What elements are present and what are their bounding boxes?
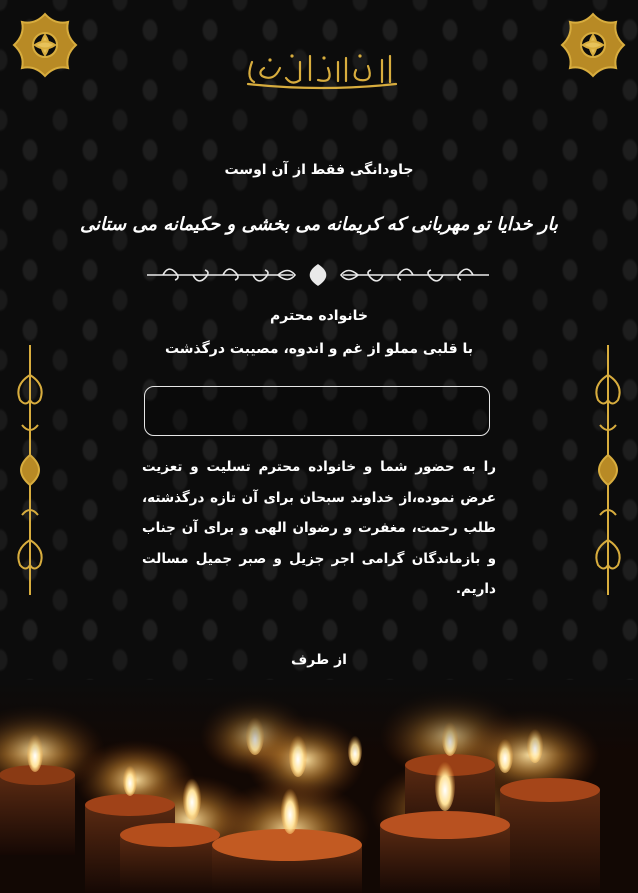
grief-line: با قلبی مملو از غم و اندوه، مصیبت درگذشت xyxy=(164,341,474,357)
quranic-calligraphy-icon xyxy=(240,48,400,90)
ornament-side-left-icon xyxy=(10,345,50,595)
ornament-side-right-icon xyxy=(588,345,628,595)
candles-image xyxy=(0,680,638,893)
condolence-body-text: را به حضور شما و خانواده محترم تسلیت و تعزیت عرض نموده،از خداوند سبحان برای آن تازه درگذشته، طلب رحمت، مغفرت و رضوان الهی و برای آن جناب و بازماندگان گرامی اجر جزیل و صبر جمیل مسالت داریم. xyxy=(142,459,496,597)
from-line: از طرف xyxy=(291,652,347,668)
family-line: خانواده محترم xyxy=(270,308,368,324)
ornament-corner-left-icon xyxy=(10,10,80,80)
ornament-corner-right-icon xyxy=(558,10,628,80)
ornamental-divider-icon xyxy=(143,262,493,288)
deceased-name-box[interactable] xyxy=(144,386,490,436)
eternal-line: جاودانگی فقط از آن اوست xyxy=(224,162,414,178)
prayer-line: بار خدایا تو مهربانی که کریمانه می بخشی و حکیمانه می ستانی xyxy=(80,214,558,235)
